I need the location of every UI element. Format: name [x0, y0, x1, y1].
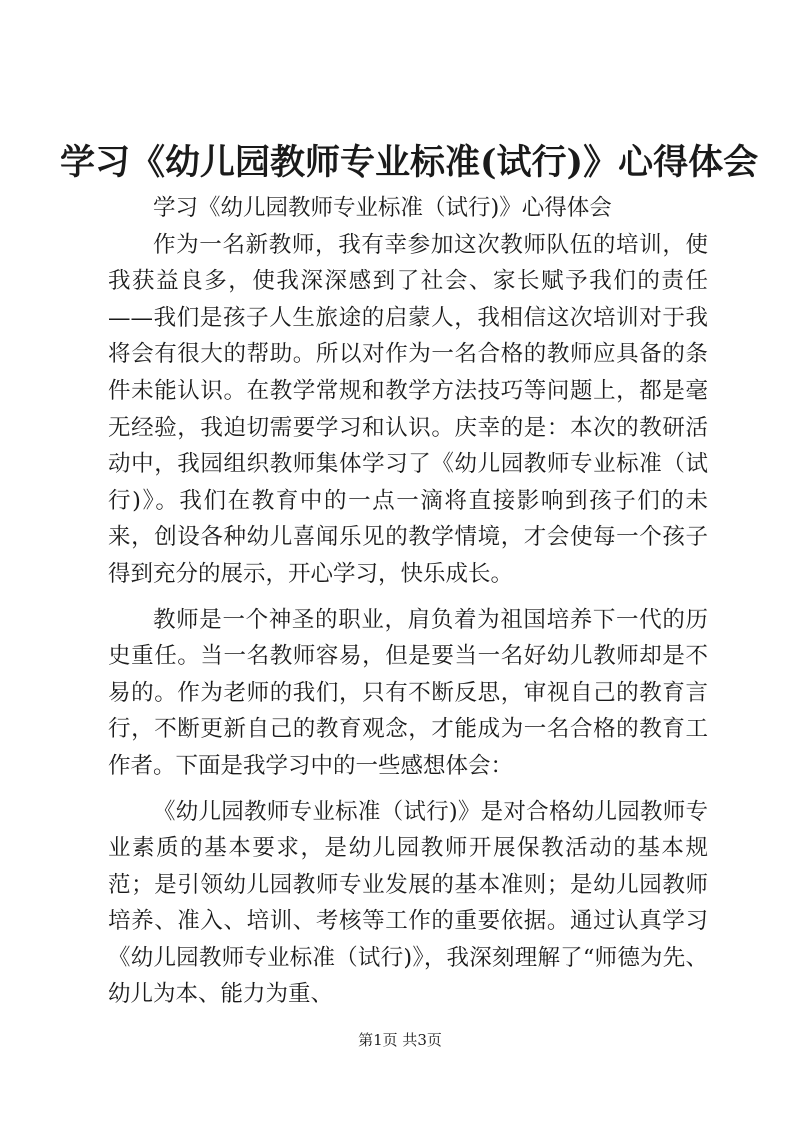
paragraph-3: 《幼儿园教师专业标准（试行)》是对合格幼儿园教师专业素质的基本要求，是幼儿园教师开展保教活动的基本规范；是引领幼儿园教师专业发展的基本准则；是幼儿园教师培养、准入、培训、考核等工作的重要依据。通过认真学习《幼儿园教师专业标准（试行)》，我深刻理解了“师德为先、幼儿为本、能力为重、: [108, 798, 708, 1008]
document-subtitle: 学习《幼儿园教师专业标准（试行)》心得体会: [153, 195, 612, 221]
paragraph-2: 教师是一个神圣的职业，肩负着为祖国培养下一代的历史重任。当一名教师容易，但是要当一名好幼儿教师却是不易的。作为老师的我们，只有不断反思，审视自己的教育言行，不断更新自己的教育观念，才能成为一名合格的教育工作者。下面是我学习中的一些感想体会：: [108, 606, 708, 779]
document-body: [108, 190, 708, 1013]
page-footer: 第1页 共3页: [358, 1031, 442, 1049]
document-title: 学习《幼儿园教师专业标准(试行)》心得体会: [60, 142, 759, 183]
paragraph-1: 作为一名新教师，我有幸参加这次教师队伍的培训，使我获益良多，使我深深感到了社会、家长赋予我们的责任——我们是孩子人生旅途的启蒙人，我相信这次培训对于我将会有很大的帮助。所以对作为一名合格的教师应具备的条件未能认识。在教学常规和教学方法技巧等问题上，都是毫无经验，我迫切需要学习和认识。庆幸的是：本次的教研活动中，我园组织教师集体学习了《幼儿园教师专业标准（试行)》。我们在教育中的一点一滴将直接影响到孩子们的未来，创设各种幼儿喜闻乐见的教学情境，才会使每一个孩子得到充分的展示，开心学习，快乐成长。: [108, 231, 708, 587]
